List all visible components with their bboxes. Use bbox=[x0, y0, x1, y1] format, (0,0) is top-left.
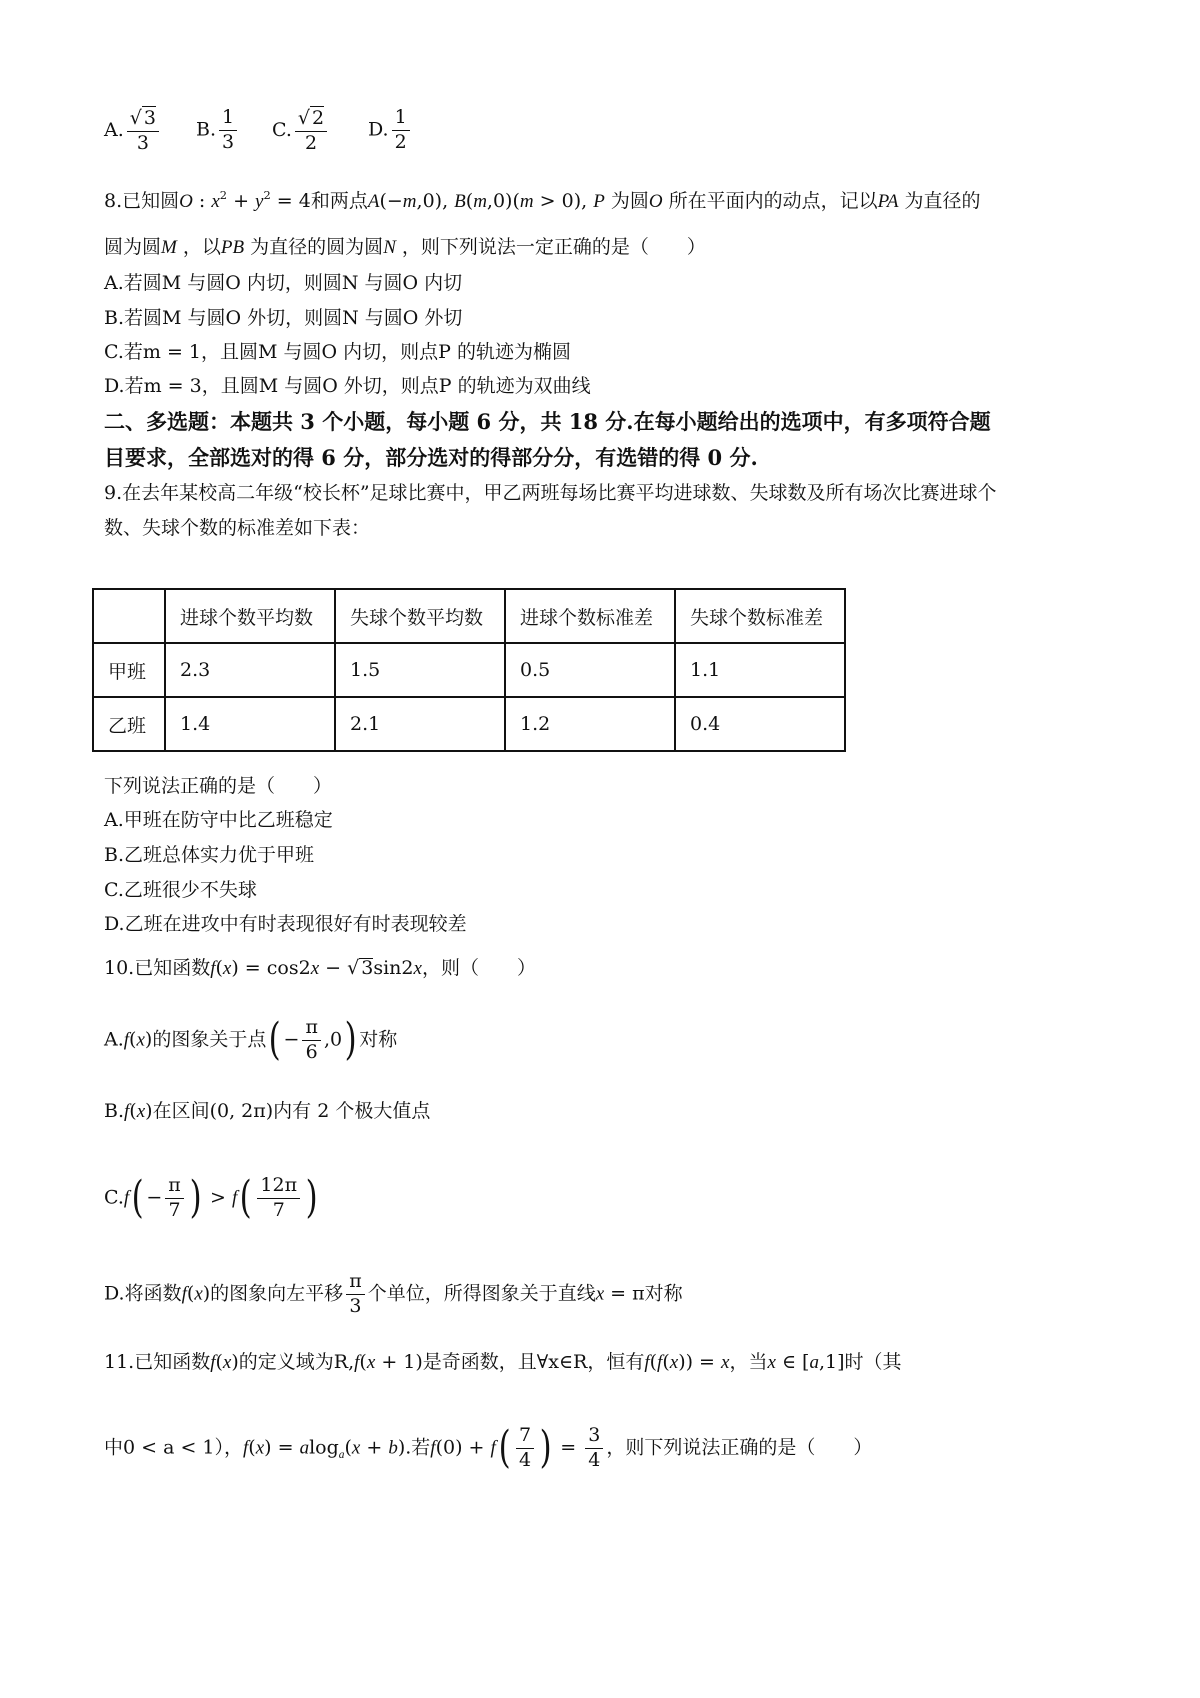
q9-option-a: A.甲班在防守中比乙班稳定 bbox=[104, 809, 333, 831]
q7-option-d: D. $\frac{1}{2}$ bbox=[368, 106, 413, 155]
q8-option-a: A.若圆M 与圆O 内切，则圆N 与圆O 内切 bbox=[104, 272, 463, 294]
table-header-cell bbox=[93, 589, 165, 643]
table-header-cell: 进球个数标准差 bbox=[505, 589, 675, 643]
q8-option-d: D.若m = 3，且圆M 与圆O 外切，则点P 的轨迹为双曲线 bbox=[104, 375, 591, 397]
table-row bbox=[93, 643, 845, 697]
table-cell: 1.2 bbox=[505, 697, 675, 751]
q10-option-d: D.将函数f(x)的图象向左平移 $\frac{\pi}{3}$ 个单位，所得图象关于直线x = π对称 bbox=[104, 1270, 683, 1317]
section2-heading-line1: 二、多选题：本题共 3 个小题，每小题 6 分，共 18 分.在每小题给出的选项中，有多项符合题 bbox=[104, 409, 991, 434]
q8-stem-line2: 圆为圆M ，以PB 为直径的圆为圆N ，则下列说法一定正确的是（ ） bbox=[104, 236, 706, 258]
q11-stem-line2: 中0 < a < 1），f(x) = alog$_a$(x + b).若f(0) + f( $\frac{7}{4}$ ) = $\frac{3}{4}$ ，则下列说法正确的是（ ） bbox=[104, 1422, 873, 1474]
q9-stem-line2: 数、失球个数的标准差如下表： bbox=[104, 517, 371, 539]
q10-option-a: A.f(x)的图象关于点( − $\frac{\pi}{6}$ ,0) 对称 bbox=[104, 1014, 398, 1066]
table-header-row bbox=[93, 589, 845, 643]
q8-stem-line1: 8.已知圆O : $x^2 + y^2 = 4$和两点A(−m,0), B(m,0)(m > 0), P 为圆O 所在平面内的动点，记以PA 为直径的 bbox=[104, 188, 981, 212]
q11-stem-line1: 11.已知函数f(x)的定义域为R,f(x + 1)是奇函数，且∀x∈R，恒有f(f(x)) = x，当x ∈ [a,1]时（其 bbox=[104, 1351, 902, 1373]
table-cell: 乙班 bbox=[93, 697, 165, 751]
q10-stem: 10.已知函数f(x) = cos2x − √ 3sin2x，则（ ） bbox=[104, 957, 536, 979]
q9-option-c: C.乙班很少不失球 bbox=[104, 879, 257, 901]
stats-table bbox=[92, 588, 846, 752]
table-cell: 1.5 bbox=[335, 643, 505, 697]
q9-stem-line1: 9.在去年某校高二年级“校长杯”足球比赛中，甲乙两班每场比赛平均进球数、失球数及所有场次比赛进球个 bbox=[104, 482, 997, 504]
q9-question: 下列说法正确的是（ ） bbox=[104, 775, 333, 797]
q9-option-d: D.乙班在进攻中有时表现很好有时表现较差 bbox=[104, 913, 467, 935]
table-header-cell: 进球个数平均数 bbox=[165, 589, 335, 643]
q7-option-a: A. $\frac{√ 3}{3}$ bbox=[104, 106, 162, 156]
table-header-cell: 失球个数平均数 bbox=[335, 589, 505, 643]
q9-option-b: B.乙班总体实力优于甲班 bbox=[104, 844, 315, 866]
q8-option-b: B.若圆M 与圆O 外切，则圆N 与圆O 外切 bbox=[104, 307, 463, 329]
table-cell: 1.4 bbox=[165, 697, 335, 751]
table-cell: 0.4 bbox=[675, 697, 845, 751]
table-cell: 甲班 bbox=[93, 643, 165, 697]
q7-option-c: C. $\frac{√ 2}{2}$ bbox=[272, 106, 330, 156]
table-row bbox=[93, 697, 845, 751]
q10-option-c: C.f( − $\frac{\pi}{7}$ ) > f( $\frac{12\pi}{7}$ ) bbox=[104, 1172, 318, 1224]
section2-heading-line2: 目要求，全部选对的得 6 分，部分选对的得部分分，有选错的得 0 分. bbox=[104, 445, 758, 470]
q7-option-b: B. $\frac{1}{3}$ bbox=[196, 106, 240, 155]
q8-option-c: C.若m = 1，且圆M 与圆O 内切，则点P 的轨迹为椭圆 bbox=[104, 341, 571, 363]
table-header-cell: 失球个数标准差 bbox=[675, 589, 845, 643]
table-cell: 1.1 bbox=[675, 643, 845, 697]
table-cell: 0.5 bbox=[505, 643, 675, 697]
table-cell: 2.1 bbox=[335, 697, 505, 751]
q10-option-b: B.f(x)在区间(0, 2π)内有 2 个极大值点 bbox=[104, 1100, 431, 1122]
table-cell: 2.3 bbox=[165, 643, 335, 697]
